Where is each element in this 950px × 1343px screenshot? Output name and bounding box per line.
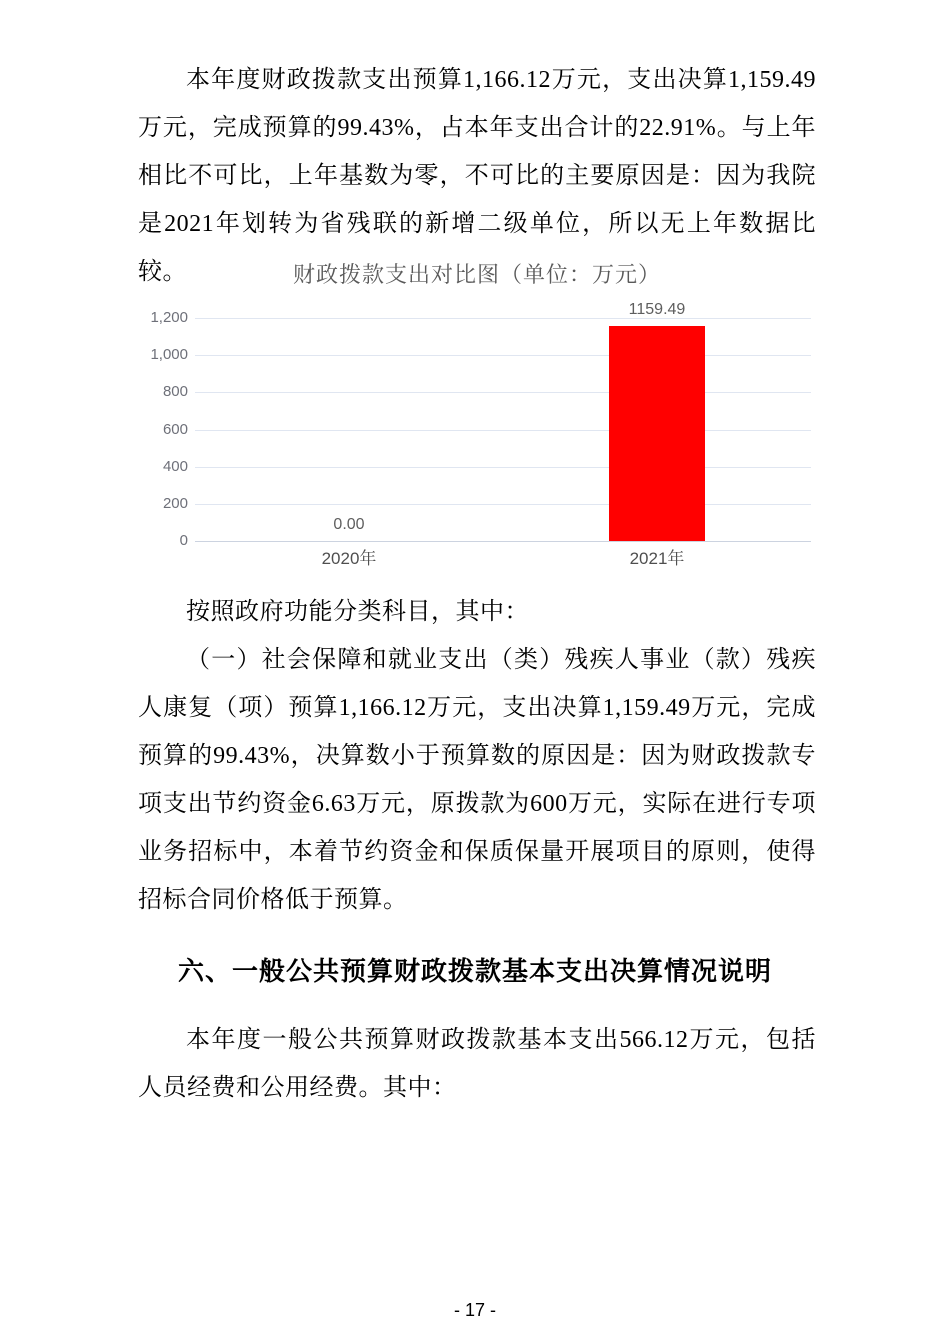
bar-value-label-2021: 1159.49 xyxy=(628,301,686,318)
chart-title: 财政拨款支出对比图（单位：万元） xyxy=(292,262,661,287)
gridline-400 xyxy=(195,467,811,468)
paragraph-basic-expenditure xyxy=(138,1016,816,1112)
y-axis-tick-800: 800 xyxy=(162,383,188,400)
expenditure-comparison-chart xyxy=(138,256,816,578)
y-axis-tick-200: 200 xyxy=(162,495,188,512)
paragraph-text: 本年度财政拨款支出预算1,166.12万元，支出决算1,159.49万元，完成预算的99.43%，占本年支出合计的22.91%。与上年相比不可比，上年基数为零，不可比的主要原因是：因为我院是2021年划转为省残联的新增二级单位，所以无上年数据比较。 xyxy=(138,67,816,285)
paragraph-text: 按照政府功能分类科目，其中： xyxy=(186,599,529,625)
bar-2021 xyxy=(609,326,705,541)
gridline-1000 xyxy=(195,355,811,356)
gridline-800 xyxy=(195,392,811,393)
y-axis-tick-0: 0 xyxy=(179,532,188,549)
y-axis-tick-400: 400 xyxy=(162,458,188,475)
x-axis-baseline xyxy=(195,541,811,542)
page-number: - 17 - xyxy=(453,1300,496,1320)
bar-value-label-2020: 0.00 xyxy=(333,516,365,533)
x-axis-label-2021: 2021年 xyxy=(629,549,685,568)
chart-plot-area xyxy=(195,318,811,541)
gridline-600 xyxy=(195,430,811,431)
paragraph-text: 本年度一般公共预算财政拨款基本支出566.12万元，包括人员经费和公用经费。其中： xyxy=(138,1027,816,1101)
gridline-200 xyxy=(195,504,811,505)
y-axis-tick-600: 600 xyxy=(162,421,188,438)
x-axis-label-2020: 2020年 xyxy=(321,549,377,568)
paragraph-text: （一）社会保障和就业支出（类）残疾人事业（款）残疾人康复（项）预算1,166.12万元，支出决算1,159.49万元，完成预算的99.43%，决算数小于预算数的原因是：因为财政拨款专项支出节约资金6.63万元，原拨款为600万元，实际在进行专项业务招标中，本着节约资金和保质保量开展项目的原则，使得招标合同价格低于预算。 xyxy=(138,647,816,913)
y-axis-tick-1200: 1,200 xyxy=(150,309,188,326)
y-axis-tick-1000: 1,000 xyxy=(150,346,188,363)
paragraph-functional-classification xyxy=(138,588,816,924)
section-heading-six: 六、一般公共预算财政拨款基本支出决算情况说明 xyxy=(177,956,772,986)
